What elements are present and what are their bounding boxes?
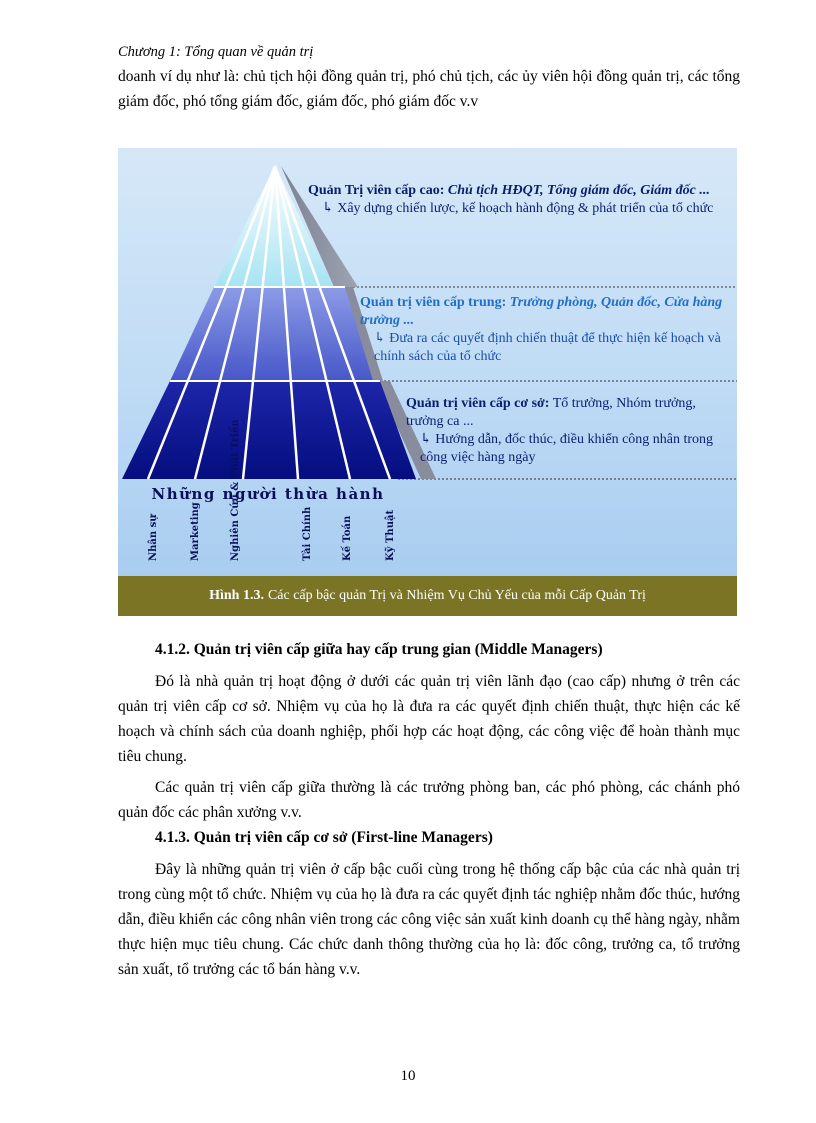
department-rnd: Nghiên Cứu & Phát Triển xyxy=(230,419,241,561)
figure-caption-label: Hình 1.3. xyxy=(209,588,264,603)
top-level-title: Quản Trị viên cấp cao: xyxy=(308,183,445,198)
base-level-task: Hướng dẫn, đốc thúc, điều khiển công nhân trong công việc hàng ngày xyxy=(420,432,714,465)
section-412-paragraph-2: Các quản trị viên cấp giữa thường là các trưởng phòng ban, các phó phòng, các chánh phó quản đốc các phân xưởng v.v. xyxy=(118,779,740,821)
top-level-roles: Chủ tịch HĐQT, Tổng giám đốc, Giám đốc ... xyxy=(447,183,710,198)
bullet-icon: ↳ xyxy=(322,201,334,216)
pyramid-tier-middle xyxy=(170,287,373,381)
figure-caption-text: Các cấp bậc quản Trị và Nhiệm Vụ Chủ Yếu của mỗi Cấp Quản Trị xyxy=(267,588,646,603)
top-level-task: Xây dựng chiến lược, kế hoạch hành động & phát triển của tổ chức xyxy=(337,201,714,216)
intro-paragraph: doanh ví dụ như là: chủ tịch hội đồng quản trị, phó chủ tịch, các ủy viên hội đồng quản trị, các tổng giám đốc, phó tổng giám đốc, giám đốc, phó giám đốc v.v xyxy=(118,68,740,110)
base-level-title: Quản trị viên cấp cơ sở: xyxy=(406,396,550,411)
middle-level-roles: Trưởng phòng, Quản đốc, Cửa hàng trưởng ... xyxy=(360,295,723,328)
department-hr: Nhân sự xyxy=(148,514,159,561)
chapter-header: Chương 1: Tổng quan về quản trị xyxy=(118,44,314,60)
page-number: 10 xyxy=(400,1068,416,1084)
department-engineering: Kỹ Thuật xyxy=(385,509,396,561)
section-heading-413: 4.1.3. Quản trị viên cấp cơ sở (First-line Managers) xyxy=(155,829,493,846)
department-accounting: Kế Toán xyxy=(342,515,353,561)
base-level-description xyxy=(406,395,732,467)
middle-level-description xyxy=(360,294,732,366)
bullet-icon: ↳ xyxy=(420,432,432,447)
management-pyramid-figure xyxy=(118,148,737,616)
bullet-icon: ↳ xyxy=(374,331,386,346)
middle-level-title: Quản trị viên cấp trung: xyxy=(360,295,507,310)
top-level-description xyxy=(308,182,733,218)
section-413-paragraph-1: Đây là những quản trị viên ở cấp bậc cuối cùng trong hệ thống cấp bậc của các nhà quản trị trong cùng một tổ chức. Nhiệm vụ của họ là đưa ra các quyết định tác nghiệp nhằm đốc thúc, hướng dẫn, điều khiển các công nhân viên trong các công việc sản xuất kinh doanh cụ thể hàng ngày, nhằm thực hiện mục tiêu chung. Các chức danh thông thường của họ là: đốc công, trưởng ca, tổ trưởng sản xuất, tổ trưởng các tổ bán hàng v.v. xyxy=(118,861,740,978)
department-finance: Tài Chính xyxy=(302,506,313,561)
figure-caption xyxy=(118,576,737,616)
department-marketing: Marketing xyxy=(190,502,201,561)
base-level-roles: Tổ trưởng, Nhóm trưởng, trưởng ca ... xyxy=(406,396,696,429)
middle-level-task: Đưa ra các quyết định chiến thuật để thực hiện kế hoạch và chính sách của tổ chức xyxy=(374,331,721,364)
section-412-paragraph-1: Đó là nhà quản trị hoạt động ở dưới các quản trị viên lãnh đạo (cao cấp) nhưng ở trên các quản trị viên cấp cơ sở. Nhiệm vụ của họ là đưa ra các quyết định chiến thuật, thực hiện các kế hoạch và chính sách của doanh nghiệp, phối hợp các hoạt động, các công việc để hoàn thành mục tiêu chung. xyxy=(118,673,740,765)
executors-label: Những người thừa hành xyxy=(151,485,385,503)
section-heading-412: 4.1.2. Quản trị viên cấp giữa hay cấp trung gian (Middle Managers) xyxy=(155,641,603,658)
